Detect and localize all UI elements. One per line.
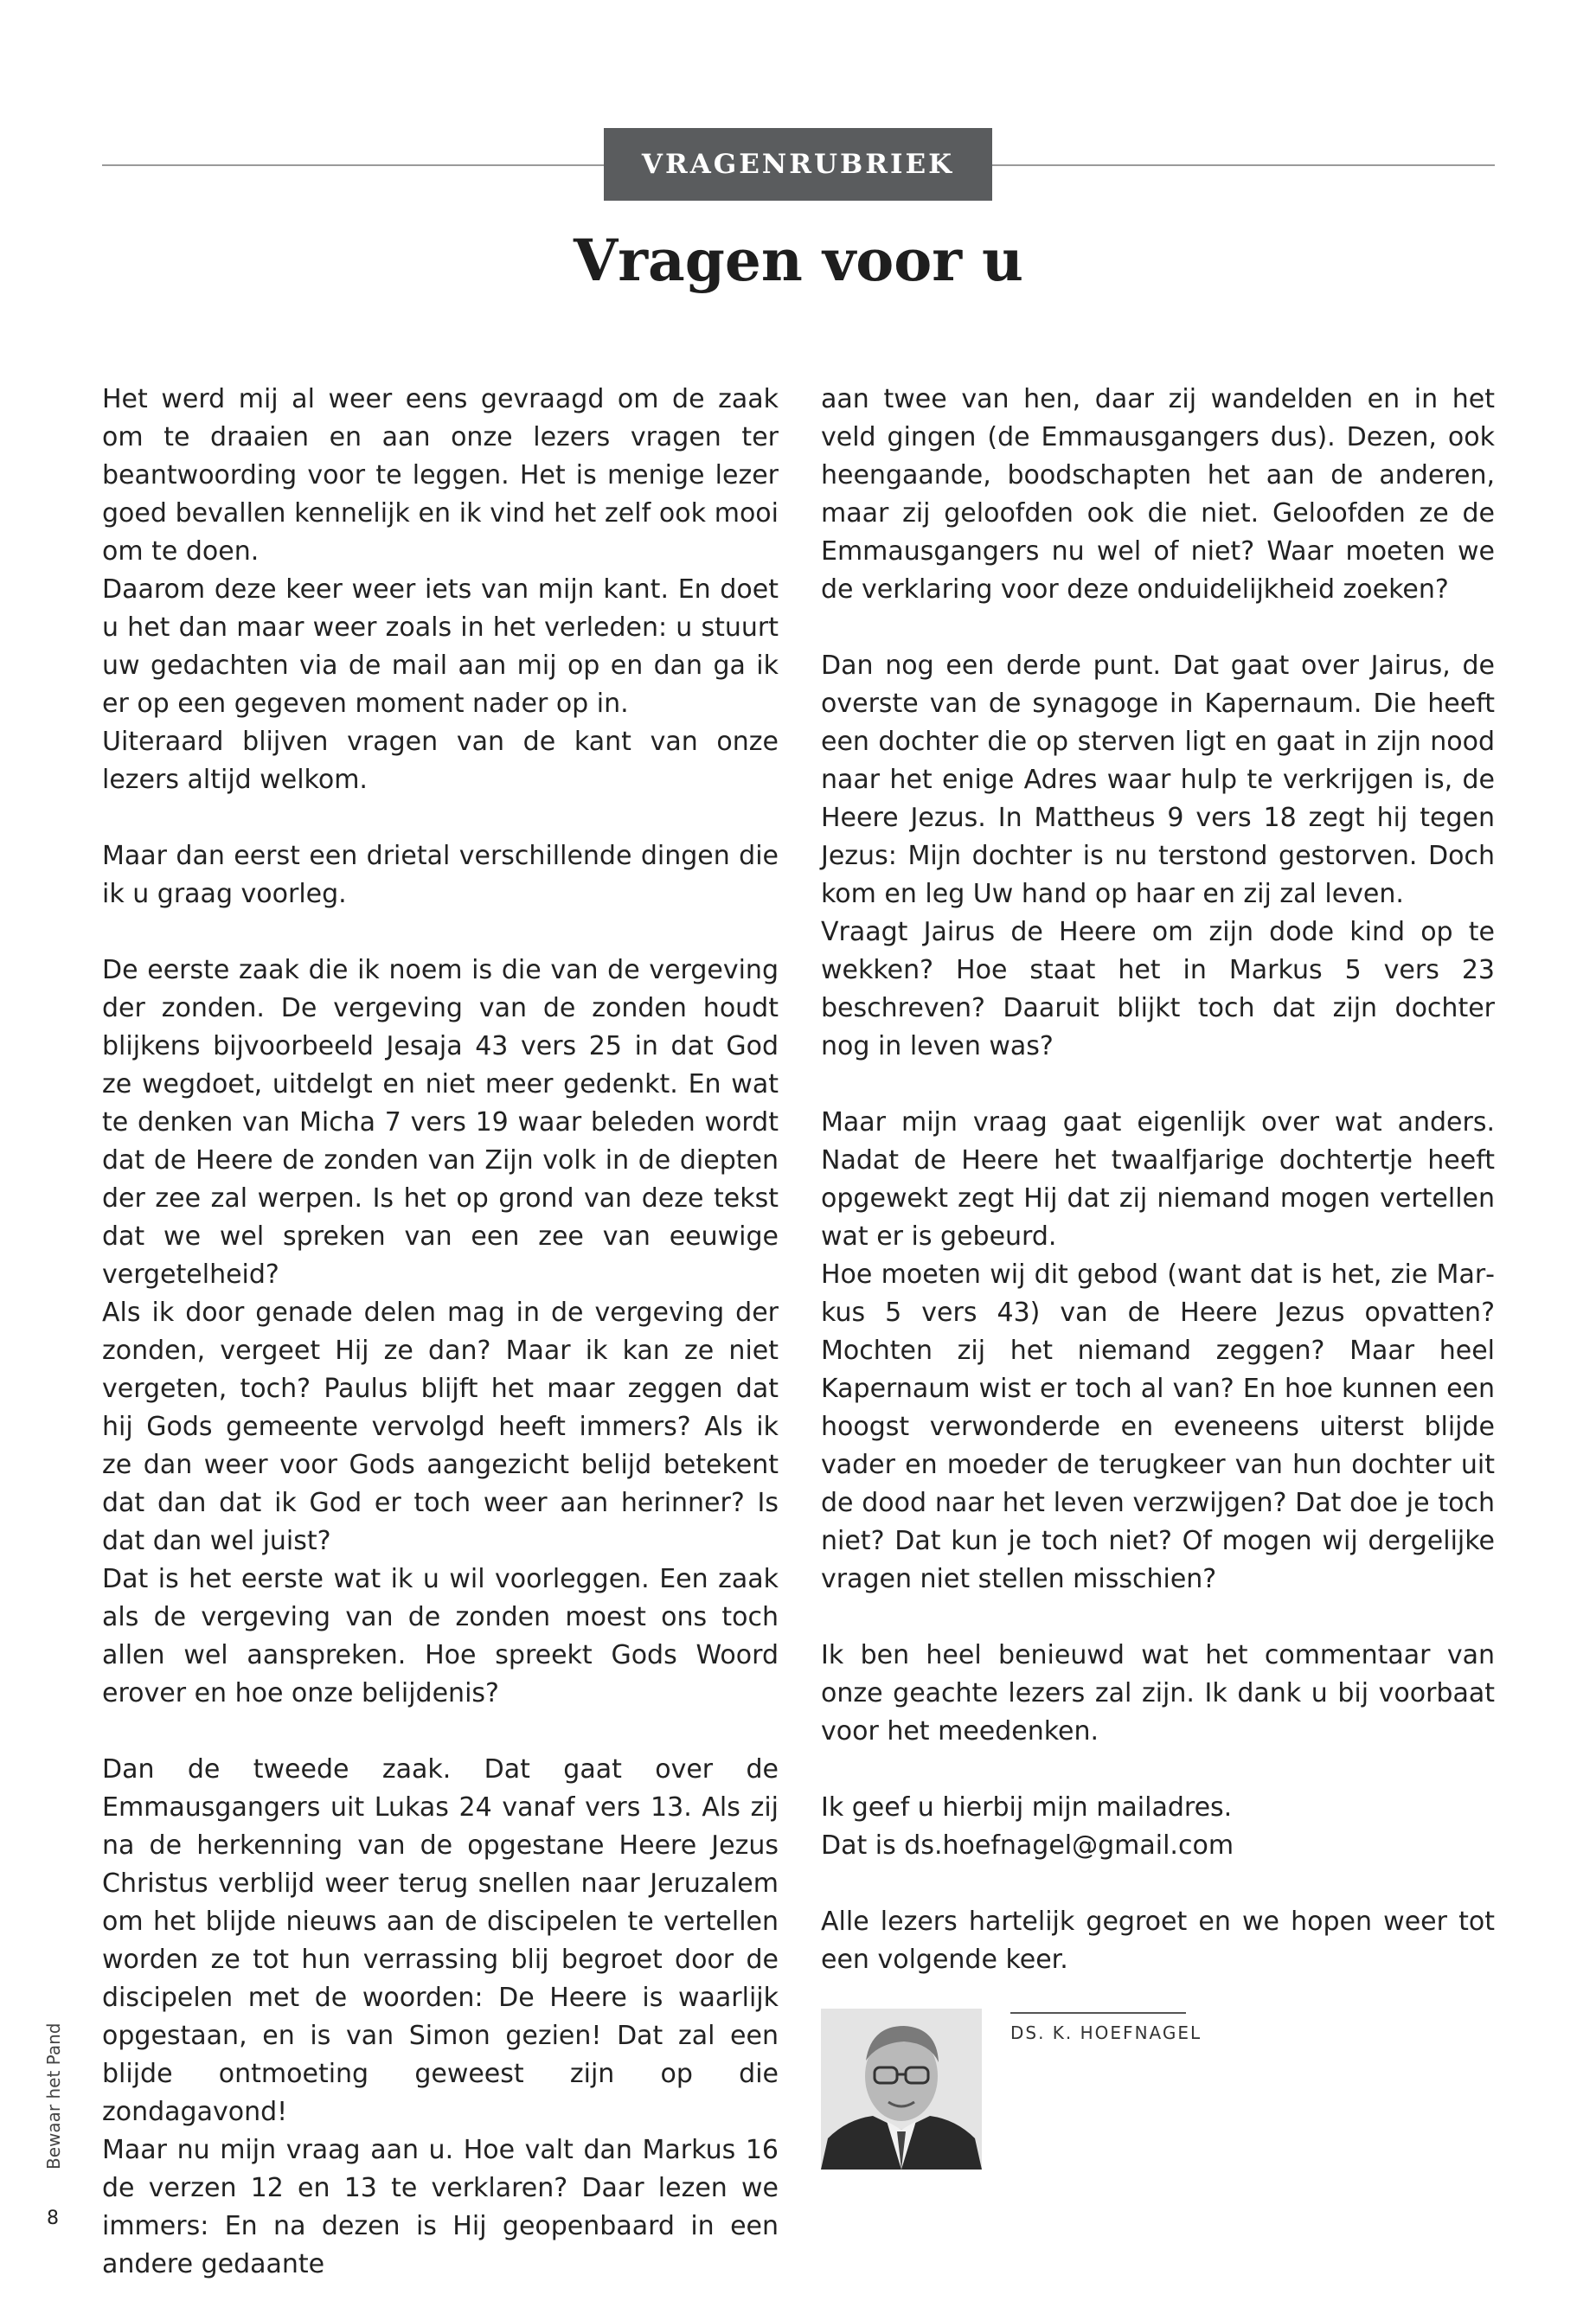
email-line: Dat is ds.hoefnagel@gmail.com [821,1830,1234,1861]
paragraph: Als ik door genade delen mag in de vergeving der zonden, vergeet Hij ze dan? Maar ik kan ze niet vergeten, toch? Paulus blijft het maar zeggen dat hij Gods gemeente vervolgd heeft immers? Als ik ze dan weer voor Gods aangezicht belijd betekent dat dan dat ik God er toch weer aan herinner? Is dat dan wel juist? [102,1298,779,1556]
paragraph: Dan de tweede zaak. Dat gaat over de Emmausgangers uit Lukas 24 vanaf vers 13. Als zij na de herkenning van de opgestane Heere Jezus Christus verblijd weer terug snellen naar Jeruzalem om het blijde nieuws aan de discipelen te vertellen worden ze tot hun verrassing blij begroet door de discipelen met de woorden: De Heere is waarlijk opgestaan, en is van Simon gezien! Dat zal een blijde ontmoeting geweest zijn op die zondagavond! [102,1754,779,2127]
paragraph: aan twee van hen, daar zij wandelden en in het veld gingen (de Emmausgangers dus). Dezen, ook heengaande, boodschapten het aan de anderen, maar zij geloofden ook die niet. Geloofden ze de Emmausgangers nu wel of niet? Waar moeten we de verklaring voor deze onduidelijkheid zoeken? [821,384,1495,605]
paragraph: Dan nog een derde punt. Dat gaat over Jairus, de overste van de synagoge in Kapernaum. Die heeft een dochter die op sterven ligt en gaat in zijn nood naar het enige Adres waar hulp te verkrijgen is, de Heere Jezus. In Mattheus 9 vers 18 zegt hij tegen Jezus: Mijn dochter is nu terstond gestorven. Doch kom en leg Uw hand op haar en zij zal leven. [821,651,1495,909]
paragraph: Ik geef u hierbij mijn mailadres. [821,1792,1233,1823]
page-title: Vragen voor u [574,227,1023,294]
paragraph: Hoe moeten wij dit gebod (want dat is het, zie Markus 5 vers 43) van de Heere Jezus opvatten? Mochten zij het niemand zeggen? Maar heel Kapernaum wist er toch al van? En hoe kunnen een hoogst verwonderde en eveneens uiterst blijde vader en moeder de terugkeer van hun dochter uit de dood naar het leven verzwijgen? Dat doe je toch niet? Dat kun je toch niet? Of mogen wij dergelijke vragen niet stellen misschien? [821,1259,1495,1594]
paragraph: De eerste zaak die ik noem is die van de vergeving der zonden. De vergeving van de zonden houdt blijkens bijvoorbeeld Jesaja 43 vers 25 in dat God ze wegdoet, uitdelgt en niet meer gedenkt. En wat te denken van Micha 7 vers 19 waar beleden wordt dat de Heere de zonden van Zijn volk in de diepten der zee zal werpen. Is het op grond van deze tekst dat we wel spreken van een zee van eeuwige vergetelheid? [102,955,779,1290]
paragraph: Dat is het eerste wat ik u wil voorleggen. Een zaak als de vergeving van de zonden moest ons toch allen wel aanspreken. Hoe spreekt Gods Woord erover en hoe onze belijdenis? [102,1564,779,1708]
paragraph: Alle lezers hartelijk gegroet en we hopen weer tot een volgende keer. [821,1907,1495,1975]
paragraph: Vraagt Jairus de Heere om zijn dode kind op te wekken? Hoe staat het in Markus 5 vers 23 beschreven? Daaruit blijkt toch dat zijn dochter nog in leven was? [821,917,1495,1061]
paragraph: Maar nu mijn vraag aan u. Hoe valt dan Markus 16 de verzen 12 en 13 te verklaren? Daar lezen we immers: En na dezen is Hij geopenbaard in een andere gedaante [102,2135,779,2279]
paragraph: Uiteraard blijven vragen van de kant van onze lezers altijd welkom. [102,727,779,795]
paragraph: Daarom deze keer weer iets van mijn kant. En doet u het dan maar weer zoals in het verleden: u stuurt uw gedachten via de mail aan mij op en dan ga ik er op een gegeven moment nader op in. [102,574,779,719]
page-number: 8 [47,2208,59,2229]
paragraph: Maar mijn vraag gaat eigenlijk over wat anders. Nadat de Heere het twaalfjarige dochtertje heeft opgewekt zegt Hij dat zij niemand mogen vertellen wat er is gebeurd. [821,1107,1495,1252]
signature-rule [1010,2012,1186,2014]
paragraph: Ik ben heel benieuwd wat het commentaar van onze geachte lezers zal zijn. Ik dank u bij voorbaat voor het meedenken. [821,1640,1495,1747]
author-portrait-graphic [821,2009,982,2170]
section-tag: VRAGENRUBRIEK [604,128,992,201]
paragraph: Het werd mij al weer eens gevraagd om de zaak om te draaien en aan onze lezers vragen ter beantwoording voor te leggen. Het is menige lezer goed bevallen kennelijk en ik vind het zelf ook mooi om te doen. [102,384,779,567]
article-column-left [102,381,779,2284]
article-column-right [821,381,1495,1979]
running-head: Bewaar het Pand [43,2022,64,2170]
paragraph: Maar dan eerst een drietal verschillende dingen die ik u graag voorleg. [102,841,779,909]
author-portrait [821,2009,982,2170]
author-signature: DS. K. HOEFNAGEL [1010,2022,1202,2043]
